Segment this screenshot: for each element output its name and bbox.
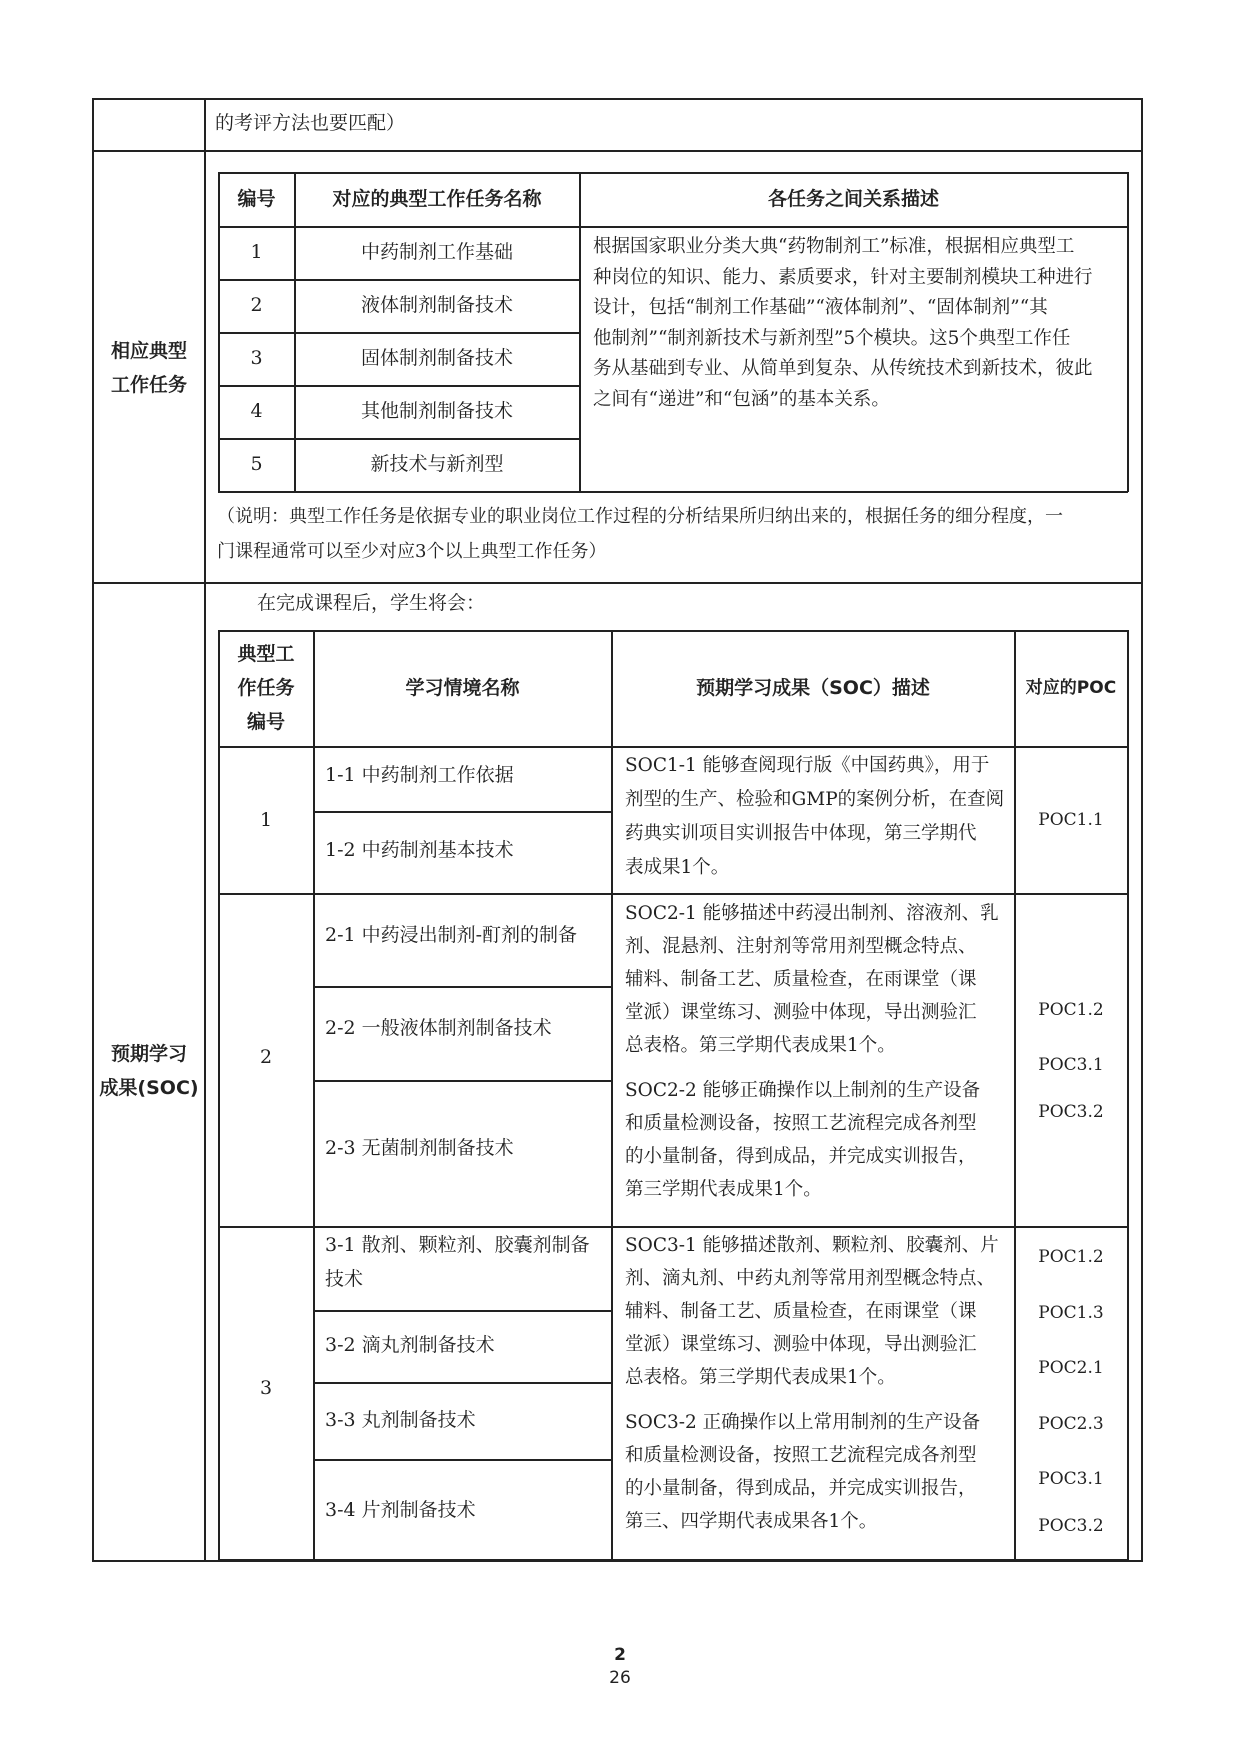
- desc-line: 总表格。第三学期代表成果1个。: [625, 1035, 896, 1056]
- desc-line: 剂、混悬剂、注射剂等常用剂型概念特点、: [625, 936, 977, 957]
- poc-code: POC2.1: [1038, 1358, 1104, 1378]
- desc-line: 总表格。第三学期代表成果1个。: [625, 1367, 896, 1388]
- desc-line: SOC3-2 正确操作以上常用制剂的生产设备: [625, 1412, 981, 1433]
- desc-line: 的小量制备，得到成品，并完成实训报告，: [625, 1478, 977, 1499]
- task-row-name: 液体制剂制备技术: [360, 294, 513, 316]
- situation-item: 技术: [325, 1268, 364, 1290]
- desc-line: 第三学期代表成果1个。: [625, 1179, 822, 1200]
- desc-line: 剂型的生产、检验和GMP的案例分析，在查阅: [625, 789, 1005, 810]
- soc-desc: [625, 1229, 999, 1538]
- poc-code: POC1.1: [1038, 810, 1104, 830]
- top-row-text: 的考评方法也要匹配）: [215, 112, 406, 134]
- relation-line: 种岗位的知识、能力、素质要求，针对主要制剂模块工种进行: [593, 266, 1093, 288]
- header-task-name: 对应的典型工作任务名称: [332, 188, 542, 210]
- header-relation: 各任务之间关系描述: [767, 188, 939, 210]
- header-line: 作任务: [237, 677, 295, 699]
- task-row-no: 3: [250, 347, 263, 369]
- soc-header-task-no: [219, 637, 313, 739]
- task-row-no: 5: [250, 453, 263, 475]
- section-label-line: 相应典型: [110, 340, 187, 362]
- poc-code: POC3.1: [1038, 1469, 1104, 1489]
- note-line: （说明：典型工作任务是依据专业的职业岗位工作过程的分析结果所归纳出来的，根据任务的细分程度，一: [217, 506, 1063, 527]
- poc-code: POC3.2: [1038, 1102, 1104, 1122]
- situation-item: 3-4 片剂制备技术: [325, 1499, 476, 1521]
- page-number-outer: 26: [609, 1668, 631, 1688]
- poc-code: POC3.1: [1038, 1055, 1104, 1075]
- header-line: 典型工: [237, 643, 295, 665]
- task-row-no: 1: [250, 241, 263, 263]
- soc-desc: [625, 897, 999, 1206]
- soc-header-situation: 学习情境名称: [405, 677, 520, 699]
- poc-code: POC1.2: [1038, 1247, 1104, 1267]
- section-label-soc: [94, 1037, 204, 1105]
- task-row-name: 中药制剂工作基础: [360, 241, 513, 263]
- relation-description: [593, 232, 1093, 415]
- desc-line: 剂、滴丸剂、中药丸剂等常用剂型概念特点、: [625, 1268, 996, 1289]
- desc-line: 和质量检测设备，按照工艺流程完成各剂型: [625, 1445, 977, 1466]
- soc-group-no: 2: [259, 1046, 273, 1068]
- situation-item: 3-3 丸剂制备技术: [325, 1409, 476, 1431]
- desc-line: 药典实训项目实训报告中体现，第三学期代: [625, 823, 977, 844]
- soc-intro: 在完成课程后，学生将会：: [257, 592, 486, 614]
- relation-line: 根据国家职业分类大典“药物制剂工”标准，根据相应典型工: [593, 236, 1075, 257]
- section-label-line: 成果(SOC): [99, 1077, 199, 1099]
- typical-tasks-note: [217, 499, 1063, 569]
- note-line: 门课程通常可以至少对应3个以上典型工作任务）: [217, 541, 607, 562]
- section-label-typical-tasks: [94, 334, 204, 402]
- header-line: 编号: [246, 711, 285, 733]
- desc-line: SOC2-2 能够正确操作以上制剂的生产设备: [625, 1080, 981, 1101]
- desc-line: SOC1-1 能够查阅现行版《中国药典》，用于: [625, 755, 990, 776]
- header-no: 编号: [237, 188, 276, 210]
- desc-line: 堂派）课堂练习、测验中体现，导出测验汇: [625, 1002, 977, 1023]
- poc-code: POC2.3: [1038, 1414, 1104, 1434]
- task-row-no: 2: [250, 294, 263, 316]
- relation-line: 务从基础到专业、从简单到复杂、从传统技术到新技术，彼此: [593, 358, 1093, 379]
- poc-code: POC1.2: [1038, 1000, 1104, 1020]
- situation-item: 2-1 中药浸出制剂-酊剂的制备: [325, 924, 578, 946]
- soc-header-desc: 预期学习成果（SOC）描述: [696, 677, 930, 699]
- soc-group-no: 3: [259, 1377, 273, 1399]
- desc-line: 堂派）课堂练习、测验中体现，导出测验汇: [625, 1334, 977, 1355]
- soc-desc: [625, 749, 1004, 885]
- soc-group-no: 1: [259, 809, 273, 831]
- situation-item: 1-1 中药制剂工作依据: [325, 764, 514, 786]
- section-label-line: 预期学习: [110, 1043, 187, 1065]
- task-row-no: 4: [250, 400, 263, 422]
- page-number-inner: 2: [614, 1645, 626, 1665]
- soc-header-poc: 对应的POC: [1025, 678, 1117, 698]
- situation-item: 3-1 散剂、颗粒剂、胶囊剂制备: [325, 1234, 590, 1256]
- relation-line: 他制剂”“制剂新技术与新剂型”5个模块。这5个典型工作任: [593, 327, 1071, 349]
- desc-line: 辅料、制备工艺、质量检查，在雨课堂（课: [625, 1301, 977, 1322]
- poc-code: POC1.3: [1038, 1303, 1104, 1323]
- desc-line: SOC2-1 能够描述中药浸出制剂、溶液剂、乳: [625, 903, 999, 924]
- desc-line: 的小量制备，得到成品，并完成实训报告，: [625, 1146, 977, 1167]
- desc-line: 第三、四学期代表成果各1个。: [625, 1511, 878, 1532]
- poc-code: POC3.2: [1038, 1516, 1104, 1536]
- situation-item: 1-2 中药制剂基本技术: [325, 839, 514, 861]
- situation-item: 2-2 一般液体制剂制备技术: [325, 1017, 552, 1039]
- relation-line: 设计，包括“制剂工作基础”“液体制剂”、“固体制剂”“其: [593, 297, 1048, 318]
- relation-line: 之间有“递进”和“包涵”的基本关系。: [593, 388, 890, 410]
- task-row-name: 其他制剂制备技术: [360, 400, 513, 422]
- desc-line: 表成果1个。: [625, 857, 730, 878]
- task-row-name: 固体制剂制备技术: [360, 347, 513, 369]
- situation-item: 3-2 滴丸剂制备技术: [325, 1334, 495, 1356]
- desc-line: SOC3-1 能够描述散剂、颗粒剂、胶囊剂、片: [625, 1235, 999, 1256]
- situation-item: 2-3 无菌制剂制备技术: [325, 1137, 514, 1159]
- desc-line: 和质量检测设备，按照工艺流程完成各剂型: [625, 1113, 977, 1134]
- task-row-name: 新技术与新剂型: [370, 453, 504, 475]
- desc-line: 辅料、制备工艺、质量检查，在雨课堂（课: [625, 969, 977, 990]
- section-label-line: 工作任务: [110, 374, 187, 396]
